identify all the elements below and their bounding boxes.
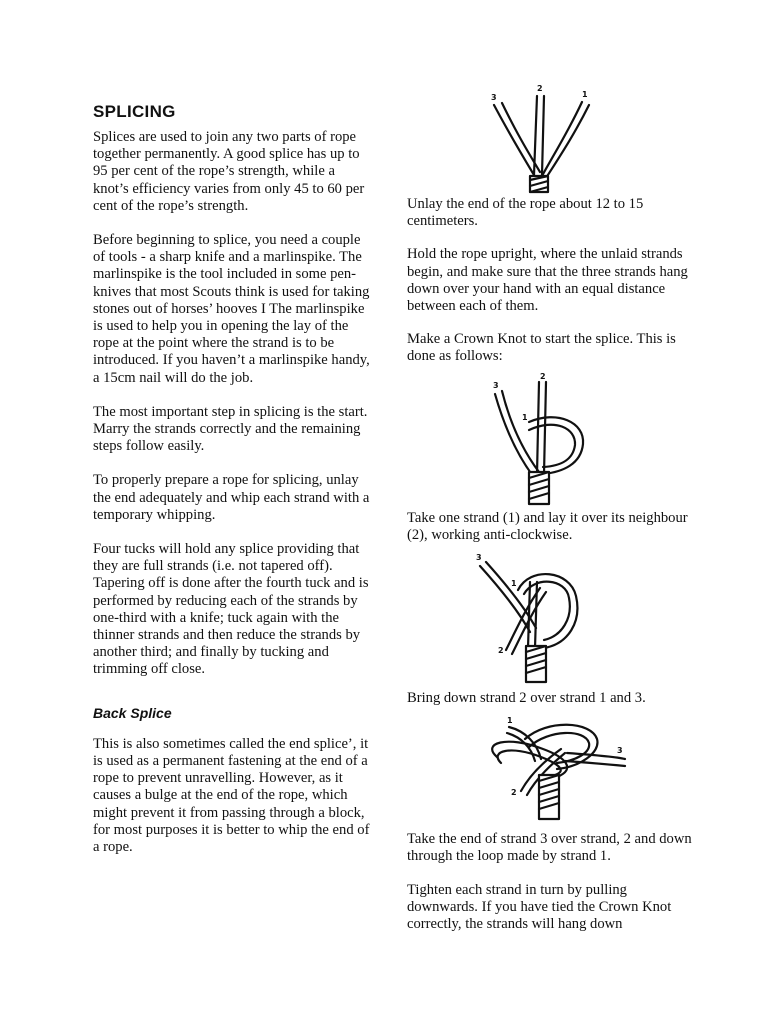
hold-paragraph: Hold the rope upright, where the unlaid strands begin, and make sure that the three strands hang down over your hand with an equal distance between each of them.: [407, 246, 688, 315]
left-column: [93, 96, 371, 873]
strand-3-label: 3: [617, 746, 623, 756]
start-paragraph: The most important step in splicing is the start. Marry the strands correctly and the remaining steps follow easily.: [93, 403, 368, 455]
strand-2-label: 2: [498, 646, 504, 656]
strand-3-label: 3: [491, 93, 497, 102]
crown-step2-figure: [472, 552, 602, 686]
crown-intro-paragraph: Make a Crown Knot to start the splice. This is done as follows:: [407, 331, 676, 365]
back-splice-heading: Back Splice: [93, 704, 172, 721]
strand-1-label: 1: [582, 90, 588, 99]
back-splice-paragraph: This is also sometimes called the end splice’, it is used as a permanent fastening at the end of a rope to prevent unravelling. However, as it causes a bulge at the end of the rope, which might prevent it from passing through a block, for most purposes it is better to whip the end of a rope.: [93, 735, 370, 855]
right-column: [407, 80, 697, 949]
tools-paragraph: Before beginning to splice, you need a couple of tools - a sharp knife and a marlinspike. The marlinspike is the tool included in some pen-knives that most Scouts think is used for taking stones out of horses’ hooves I The marlinspike is used to help you in opening the lay of the rope at the point where the strand is to be introduced. If you haven’t a marlinspike handy, a 15cm nail will do the job.: [93, 232, 370, 386]
crown-step1-figure: [477, 372, 597, 508]
crown-step3-figure: [467, 713, 637, 823]
step3-paragraph: Take the end of strand 3 over strand, 2 and down through the loop made by strand 1.: [407, 831, 692, 865]
strand-3-label: 3: [476, 553, 482, 563]
unlaid-rope-figure: [482, 80, 592, 196]
strand-2-label: 2: [537, 84, 543, 93]
step2-paragraph: Bring down strand 2 over strand 1 and 3.: [407, 690, 646, 707]
step1-paragraph: Take one strand (1) and lay it over its neighbour (2), working anti-clockwise.: [407, 509, 688, 543]
page-title: SPLICING: [93, 102, 176, 121]
strand-1-label: 1: [507, 716, 513, 726]
strand-1-label: 1: [511, 579, 517, 589]
prepare-paragraph: To properly prepare a rope for splicing, unlay the end adequately and whip each strand with a temporary whipping.: [93, 472, 370, 523]
strand-3-label: 3: [493, 380, 499, 390]
intro-paragraph: Splices are used to join any two parts of rope together permanently. A good splice has up to 95 per cent of the rope’s strength, while a knot’s efficiency varies from only 45 to 60 per cent of the rope’s strength.: [93, 129, 365, 214]
strand-1-label: 1: [522, 412, 528, 422]
strand-2-label: 2: [511, 788, 517, 798]
unlay-paragraph: Unlay the end of the rope about 12 to 15 centimeters.: [407, 196, 644, 230]
strand-2-label: 2: [540, 371, 546, 381]
tucks-paragraph: Four tucks will hold any splice providing that they are full strands (i.e. not tapered off). Tapering off is done after the fourth tuck and is performed by reducing each of the strands by one-third with a knife; tuck again with the thinner strands and then reduce the strands by another third; and finally by tucking and trimming off close.: [93, 541, 369, 678]
tighten-paragraph: Tighten each strand in turn by pulling downwards. If you have tied the Crown Knot correctly, the strands will hang down: [407, 881, 672, 933]
